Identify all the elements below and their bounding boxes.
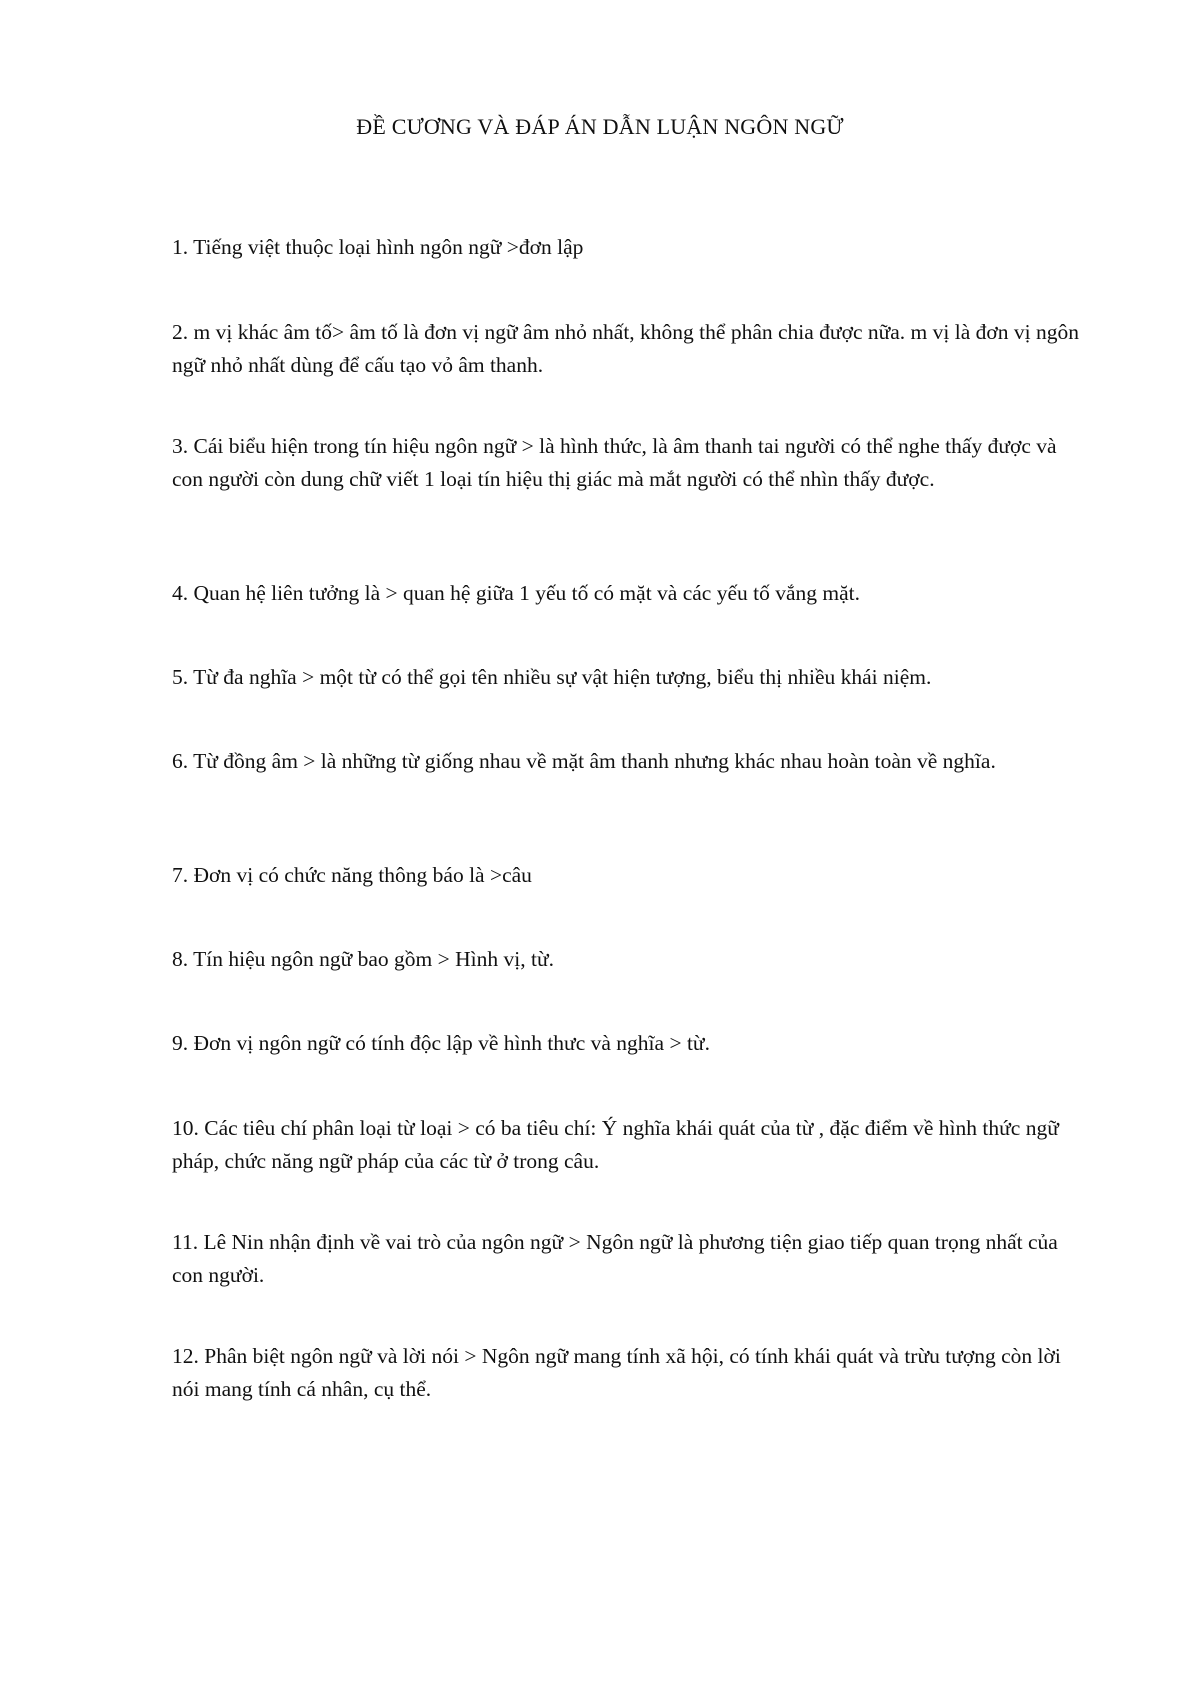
list-item: 4. Quan hệ liên tưởng là > quan hệ giữa 1 yếu tố có mặt và các yếu tố vắng mặt. [172,581,861,605]
list-item: 2. m vị khác âm tố> âm tố là đơn vị ngữ âm nhỏ nhất, không thể phân chia được nữa. m vị là đơn vị ngôn ngữ nhỏ nhất dùng để cấu tạo vỏ âm thanh. [172,320,1079,377]
list-item: 7. Đơn vị có chức năng thông báo là >câu [172,863,532,887]
document-title: ĐỀ CƯƠNG VÀ ĐÁP ÁN DẪN LUẬN NGÔN NGỮ [356,114,844,139]
list-item: 9. Đơn vị ngôn ngữ có tính độc lập về hình thưc và nghĩa > từ. [172,1031,710,1055]
list-item: 8. Tín hiệu ngôn ngữ bao gồm > Hình vị, từ. [172,947,555,971]
list-item: 12. Phân biệt ngôn ngữ và lời nói > Ngôn ngữ mang tính xã hội, có tính khái quát và trừu tượng còn lời nói mang tính cá nhân, cụ thể. [172,1344,1061,1401]
list-item: 10. Các tiêu chí phân loại từ loại > có ba tiêu chí: Ý nghĩa khái quát của từ , đặc điểm về hình thức ngữ pháp, chức năng ngữ pháp của các từ ở trong câu. [172,1116,1059,1173]
list-item: 1. Tiếng việt thuộc loại hình ngôn ngữ >đơn lập [172,235,584,259]
list-item: 11. Lê Nin nhận định về vai trò của ngôn ngữ > Ngôn ngữ là phương tiện giao tiếp quan trọng nhất của con người. [172,1230,1058,1287]
list-item: 3. Cái biểu hiện trong tín hiệu ngôn ngữ > là hình thức, là âm thanh tai người có thể nghe thấy được và con người còn dung chữ viết 1 loại tín hiệu thị giác mà mắt người có thể nhìn thấy được. [172,434,1057,491]
list-item: 6. Từ đồng âm > là những từ giống nhau về mặt âm thanh nhưng khác nhau hoàn toàn về nghĩa. [172,749,996,773]
list-item: 5. Từ đa nghĩa > một từ có thể gọi tên nhiều sự vật hiện tượng, biểu thị nhiều khái niệm. [172,665,932,689]
